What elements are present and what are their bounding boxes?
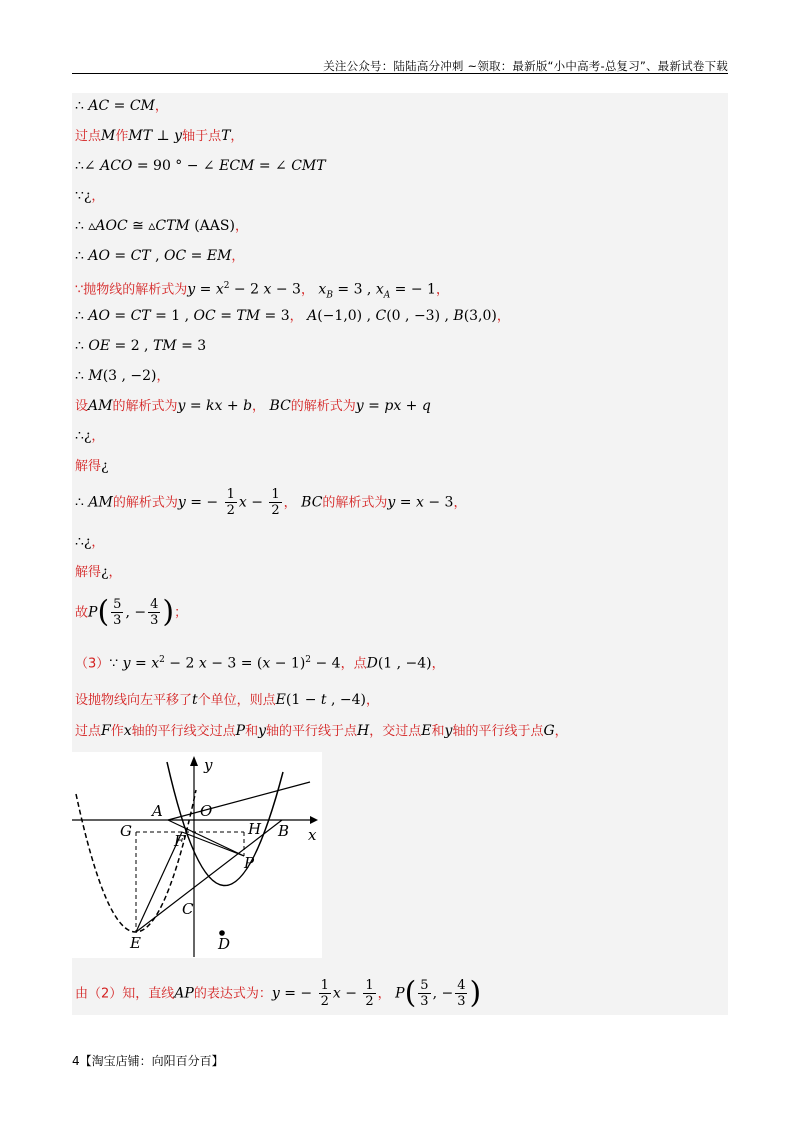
line-9: ∴ OE = 2 , TM = 3 bbox=[75, 338, 207, 354]
parabola-diagram bbox=[72, 752, 322, 958]
line-20: 过点F作x轴的平行线交过点P和y轴的平行线于点H，交过点E和y轴的平行线于点G， bbox=[75, 723, 568, 739]
label-d: D bbox=[218, 935, 231, 953]
line-14: ∴ AM的解析式为y = − $\frac{1}{2}$ x − $\frac{1}{2}$ ， BC的解析式为y = x − 3， bbox=[75, 487, 467, 518]
label-y: y bbox=[204, 756, 213, 774]
geometry-figure bbox=[72, 752, 322, 958]
line-7: ∵抛物线的解析式为$y = x^2 - 2$ x − 3， $x_B = 3$ , $x_A$ = − 1， bbox=[75, 281, 449, 301]
page-header: 关注公众号：陆陆高分冲刺 ~领取：最新版“小中高考-总复习”、最新试卷下载 bbox=[323, 59, 728, 73]
label-h: H bbox=[248, 820, 262, 838]
line-17: 故P( $\frac{5}{3}$ , − $\frac{4}{3}$ )； bbox=[75, 594, 188, 630]
label-e: E bbox=[130, 934, 141, 952]
label-b: B bbox=[278, 822, 290, 840]
line-bc bbox=[168, 782, 310, 820]
page-footer: 4【淘宝店铺：向阳百分百】 bbox=[72, 1054, 224, 1068]
label-p: P bbox=[244, 854, 255, 872]
line-8: ∴ AO = CT = 1 , OC = TM = 3， A(−1,0) , C(0 , −3) , B(3,0)， bbox=[75, 308, 510, 324]
line-13: 解得¿ bbox=[75, 458, 109, 474]
label-o: O bbox=[200, 802, 213, 820]
line-15: ∴¿， bbox=[75, 534, 105, 550]
line-19: 设抛物线向左平移了t个单位，则点E(1 − t , −4)， bbox=[75, 692, 380, 708]
x-axis-arrow bbox=[310, 816, 318, 824]
line-2: 过点M作MT ⊥ y轴于点T， bbox=[75, 128, 244, 144]
line-10: ∴ M(3 , −2)， bbox=[75, 368, 170, 384]
line-5: ∴ ▵AOC ≅ ▵CTM (AAS)， bbox=[75, 218, 248, 234]
label-g: G bbox=[120, 822, 132, 840]
line-4: ∵¿， bbox=[75, 188, 105, 204]
line-21: 由（2）知，直线AP的表达式为：y = − $\frac{1}{2}$ x − $\frac{1}{2}$ ， P( $\frac{5}{3}$ , − $\frac{4}{3}$ ) bbox=[75, 975, 482, 1011]
label-f: F bbox=[174, 832, 185, 850]
line-3: ∴∠ ACO = 90 ° − ∠ ECM = ∠ CMT bbox=[75, 158, 326, 174]
label-c: C bbox=[182, 900, 194, 918]
label-x: x bbox=[308, 826, 317, 844]
original-parabola bbox=[167, 762, 283, 886]
line-11: 设AM的解析式为y = kx + b， BC的解析式为y = px + q bbox=[75, 398, 431, 414]
line-18: （3）∵ $y = x^2 - 2$ $x - 3 = (x - 1)^2 - 4$，点D(1 , −4)， bbox=[75, 655, 445, 672]
line-16: 解得¿， bbox=[75, 564, 122, 580]
header-rule bbox=[72, 73, 728, 74]
line-12: ∴¿， bbox=[75, 428, 105, 444]
line-6: ∴ AO = CT , OC = EM， bbox=[75, 248, 245, 264]
label-a: A bbox=[152, 802, 163, 820]
y-axis-arrow bbox=[190, 756, 198, 766]
line-1: ∴ AC = CM， bbox=[75, 98, 168, 114]
